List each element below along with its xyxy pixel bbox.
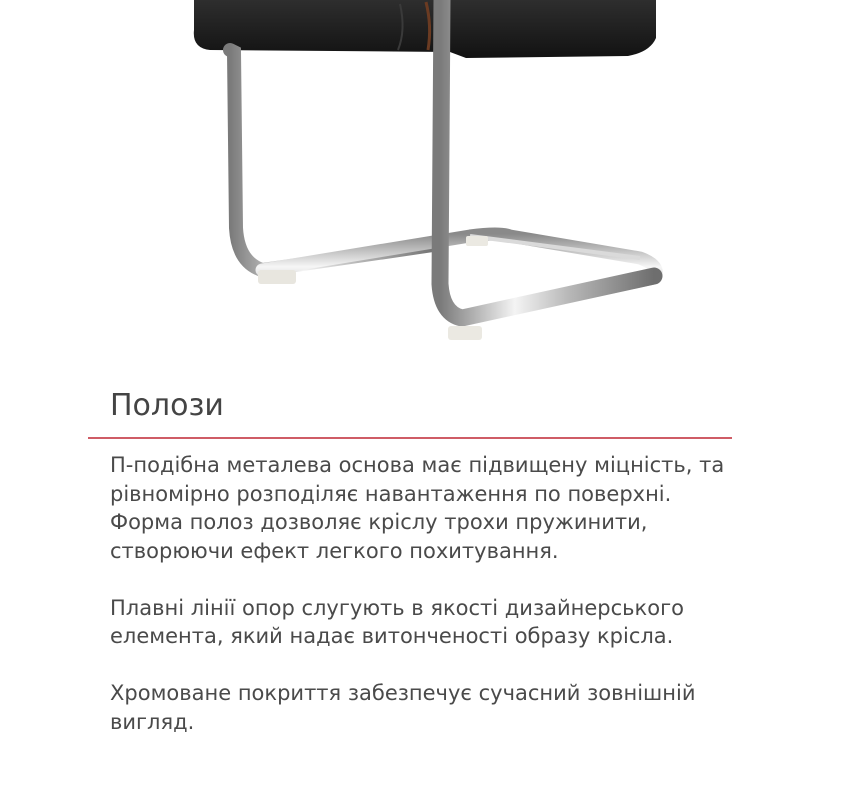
description-line: вигляд. [110, 709, 195, 734]
description-line: створюючи ефект легкого похитування. [110, 538, 559, 563]
description-paragraph [110, 451, 750, 565]
seat-cushion [194, 0, 656, 58]
description-paragraph [110, 679, 750, 736]
description-line: Форма полоз дозволяє кріслу трохи пружинити, [110, 510, 648, 534]
back-left-leg [230, 50, 440, 270]
section-title: Полози [110, 388, 224, 423]
back-foot [258, 270, 296, 284]
product-image [170, 0, 690, 360]
rear-base-rail [262, 234, 656, 316]
description-paragraph [110, 594, 750, 651]
rear-foot [466, 236, 488, 246]
description-line: елемента, який надає витонченості образу крісла. [110, 624, 674, 648]
front-foot [448, 326, 482, 340]
description [110, 451, 750, 765]
description-line: рівномірно розподіляє навантаження по поверхні. [110, 481, 672, 506]
title-divider [88, 437, 732, 439]
description-line: П-подібна металева основа має підвищену міцність, та [110, 453, 725, 477]
description-line: Плавні лінії опор слугують в якості дизайнерського [110, 595, 684, 620]
description-line: Хромоване покриття забезпечує сучасний зовнішній [110, 681, 696, 705]
